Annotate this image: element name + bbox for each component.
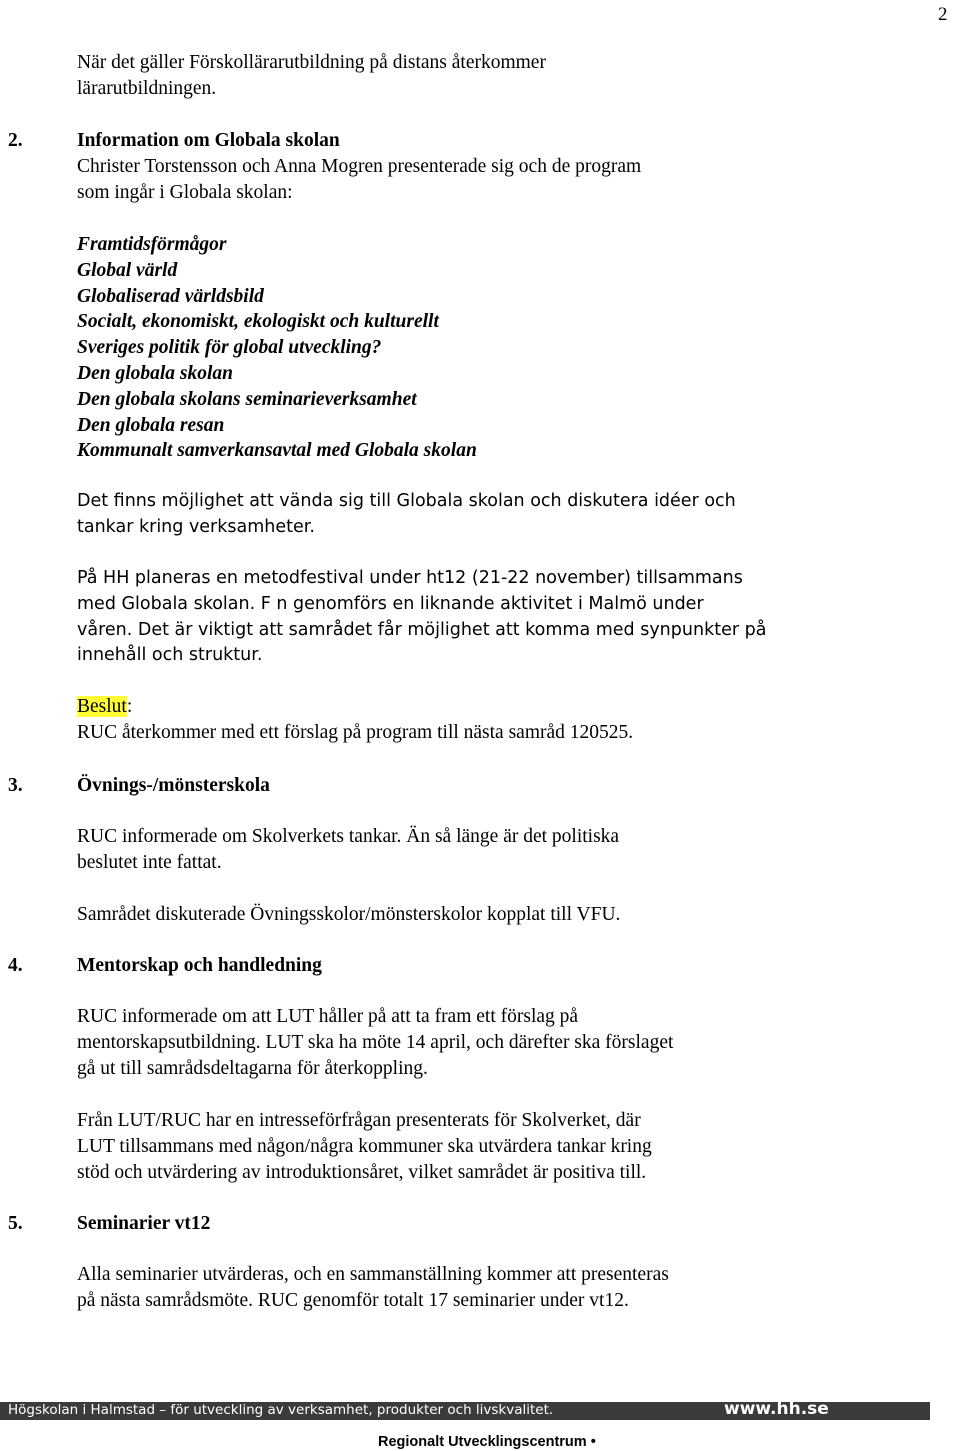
decision-label: Beslut [77,696,127,717]
section-4-line: LUT tillsammans med någon/några kommuner ska utvärdera tankar kring [77,1135,652,1157]
section-4-paragraph-1 [77,1004,673,1081]
intro-paragraph [77,50,546,102]
section-2-number: 2. [8,130,23,151]
program-item: Global värld [77,259,178,281]
section-3-paragraph-1 [77,824,619,876]
section-2-intro-line: Christer Torstensson och Anna Mogren presenterade sig och de program [77,156,642,177]
section-4-number: 4. [8,955,23,976]
festival-paragraph [77,566,766,669]
festival-line: På HH planeras en metodfestival under ht12 (21-22 november) tillsammans [77,568,743,588]
decision-colon: : [126,696,133,717]
footer-tagline: Högskolan i Halmstad – för utveckling av verksamhet, produkter och livskvalitet. [8,1402,554,1418]
program-item: Kommunalt samverkansavtal med Globala skolan [77,440,477,462]
footer-organization: Regionalt Utvecklingscentrum • [378,1434,596,1450]
intro-line: När det gäller Förskollärarutbildning på distans återkommer [77,52,546,73]
section-4-line: RUC informerade om att LUT håller på att ta fram ett förslag på [77,1006,579,1027]
decision-block [77,694,633,746]
festival-line: innehåll och struktur. [77,645,263,666]
section-4-heading: Mentorskap och handledning [77,955,322,976]
section-3-heading: Övnings-/mönsterskola [77,775,270,796]
section-3-line: beslutet inte fattat. [77,851,222,873]
section-5-line: Alla seminarier utvärderas, och en sammanställning kommer att presenteras [77,1264,669,1285]
section-2-intro [77,154,641,206]
footer-url: www.hh.se [724,1399,829,1419]
section-5-line: på nästa samrådsmöte. RUC genomför totalt 17 seminarier under vt12. [77,1289,629,1311]
page-number: 2 [938,4,948,25]
section-3-number: 3. [8,775,23,796]
program-item: Den globala skolans seminarieverksamhet [77,388,417,410]
program-item: Globaliserad världsbild [77,285,264,307]
program-item: Den globala skolan [77,362,234,384]
section-4-paragraph-2 [77,1108,652,1185]
section-4-line: gå ut till samrådsdeltagarna för återkoppling. [77,1057,428,1079]
program-item: Socialt, ekonomiskt, ekologiskt och kulturellt [77,311,439,333]
section-4-line: stöd och utvärdering av introduktionsåret, vilket samrådet är positiva till. [77,1161,647,1183]
festival-line: våren. Det är viktigt att samrådet får möjlighet att komma med synpunkter på [77,619,767,640]
section-5-paragraph [77,1262,669,1314]
program-list [77,232,477,464]
program-item: Sveriges politik för global utveckling? [77,337,382,359]
possibility-line: tankar kring verksamheter. [77,516,315,537]
possibility-paragraph [77,489,736,541]
section-3-paragraph-2: Samrådet diskuterade Övningsskolor/mönsterskolor kopplat till VFU. [77,904,621,925]
section-4-line: Från LUT/RUC har en intresseförfrågan presenterats för Skolverket, där [77,1110,641,1131]
section-2-heading: Information om Globala skolan [77,130,340,151]
section-3-line: RUC informerade om Skolverkets tankar. Än så länge är det politiska [77,826,620,847]
festival-line: med Globala skolan. F n genomförs en liknande aktivitet i Malmö under [77,593,704,614]
decision-label-line [77,694,633,720]
section-5-number: 5. [8,1213,23,1234]
intro-line: lärarutbildningen. [77,77,217,99]
section-4-line: mentorskapsutbildning. LUT ska ha möte 14 april, och därefter ska förslaget [77,1031,674,1053]
possibility-line: Det finns möjlighet att vända sig till Globala skolan och diskutera idéer och [77,491,736,511]
section-2-intro-line: som ingår i Globala skolan: [77,181,293,203]
program-item: Den globala resan [77,414,225,436]
program-item: Framtidsförmågor [77,234,227,255]
section-5-heading: Seminarier vt12 [77,1213,211,1234]
decision-text: RUC återkommer med ett förslag på program till nästa samråd 120525. [77,721,634,743]
